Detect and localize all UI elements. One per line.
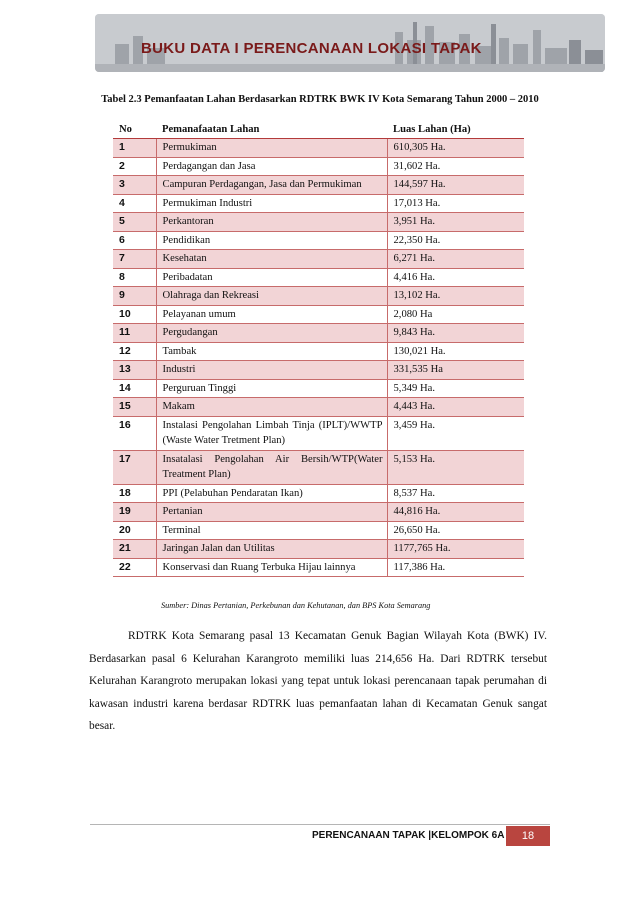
header-area: Luas Lahan (Ha) [387,120,524,139]
row-area: 2,080 Ha [387,305,524,324]
row-area: 26,650 Ha. [387,521,524,540]
table-row [113,416,524,450]
row-land-use: Perguruan Tinggi [156,379,387,398]
row-land-use: Permukiman [156,139,387,158]
row-land-use: Pergudangan [156,324,387,343]
table-row [113,361,524,380]
table-row [113,342,524,361]
row-area: 44,816 Ha. [387,503,524,522]
table-row [113,139,524,158]
row-land-use: Campuran Perdagangan, Jasa dan Permukiman [156,176,387,195]
table-row [113,213,524,232]
table-row [113,558,524,577]
row-area: 4,416 Ha. [387,268,524,287]
row-number: 4 [113,194,156,213]
table-row [113,157,524,176]
row-land-use: Terminal [156,521,387,540]
table-row [113,305,524,324]
row-area: 117,386 Ha. [387,558,524,577]
row-number: 22 [113,558,156,577]
page-number: 18 [506,826,550,846]
row-land-use: PPI (Pelabuhan Pendaratan Ikan) [156,484,387,503]
table-row [113,450,524,484]
footer-text: PERENCANAAN TAPAK |KELOMPOK 6A [312,830,505,841]
row-land-use: Permukiman Industri [156,194,387,213]
row-number: 14 [113,379,156,398]
table-row [113,521,524,540]
paragraph-text: RDTRK Kota Semarang pasal 13 Kecamatan Genuk Bagian Wilayah Kota (BWK) IV. Berdasarkan pasal 6 Kelurahan Karangroto memiliki luas 214,656 Ha. Dari RDTRK tersebut Kelurahan Karangroto merupakan lokasi yang tepat untuk lokasi perencanaan tapak perumahan di kawasan industri karena berdasar RDTRK luas pemanfaatan lahan di Kecamatan Genuk sangat besar. [89,630,547,733]
row-area: 1177,765 Ha. [387,540,524,559]
row-area: 31,602 Ha. [387,157,524,176]
row-land-use: Peribadatan [156,268,387,287]
table-row [113,231,524,250]
row-land-use: Tambak [156,342,387,361]
table-header-row [113,120,524,139]
row-number: 7 [113,250,156,269]
row-number: 8 [113,268,156,287]
row-number: 17 [113,450,156,484]
row-land-use: Pendidikan [156,231,387,250]
table-row [113,250,524,269]
row-number: 12 [113,342,156,361]
row-area: 5,349 Ha. [387,379,524,398]
row-land-use: Instalasi Pengolahan Limbah Tinja (IPLT)/WWTP (Waste Water Tretment Plan) [156,416,387,450]
row-number: 13 [113,361,156,380]
row-land-use: Makam [156,398,387,417]
table-row [113,287,524,306]
row-number: 6 [113,231,156,250]
table-row [113,398,524,417]
row-land-use: Industri [156,361,387,380]
row-area: 130,021 Ha. [387,342,524,361]
table-row [113,268,524,287]
table-row [113,503,524,522]
row-area: 6,271 Ha. [387,250,524,269]
row-land-use: Perkantoran [156,213,387,232]
row-number: 21 [113,540,156,559]
table-row [113,540,524,559]
table-caption: Tabel 2.3 Pemanfaatan Lahan Berdasarkan RDTRK BWK IV Kota Semarang Tahun 2000 – 2010 [101,94,539,105]
row-land-use: Insatalasi Pengolahan Air Bersih/WTP(Water Treatment Plan) [156,450,387,484]
row-area: 331,535 Ha [387,361,524,380]
row-number: 15 [113,398,156,417]
table-row [113,194,524,213]
row-area: 3,459 Ha. [387,416,524,450]
body-paragraph [89,625,547,738]
row-area: 4,443 Ha. [387,398,524,417]
table-row [113,484,524,503]
row-land-use: Pertanian [156,503,387,522]
row-area: 610,305 Ha. [387,139,524,158]
row-land-use: Perdagangan dan Jasa [156,157,387,176]
row-number: 18 [113,484,156,503]
row-number: 11 [113,324,156,343]
table-row [113,176,524,195]
row-number: 20 [113,521,156,540]
row-land-use: Jaringan Jalan dan Utilitas [156,540,387,559]
row-area: 17,013 Ha. [387,194,524,213]
row-land-use: Olahraga dan Rekreasi [156,287,387,306]
row-number: 19 [113,503,156,522]
table-row [113,324,524,343]
land-use-table [113,120,524,577]
row-number: 9 [113,287,156,306]
table-source: Sumber: Dinas Pertanian, Perkebunan dan Kehutanan, dan BPS Kota Semarang [161,601,431,610]
footer-divider [90,824,550,825]
row-area: 5,153 Ha. [387,450,524,484]
row-area: 3,951 Ha. [387,213,524,232]
header-title: BUKU DATA I PERENCANAAN LOKASI TAPAK [141,40,482,57]
row-area: 8,537 Ha. [387,484,524,503]
row-area: 144,597 Ha. [387,176,524,195]
row-number: 2 [113,157,156,176]
row-land-use: Konservasi dan Ruang Terbuka Hijau lainnya [156,558,387,577]
row-area: 13,102 Ha. [387,287,524,306]
table-row [113,379,524,398]
row-land-use: Kesehatan [156,250,387,269]
row-land-use: Pelayanan umum [156,305,387,324]
row-area: 22,350 Ha. [387,231,524,250]
row-number: 10 [113,305,156,324]
row-number: 3 [113,176,156,195]
row-number: 1 [113,139,156,158]
header-land-use: Pemanafaatan Lahan [156,120,387,139]
row-number: 16 [113,416,156,450]
row-number: 5 [113,213,156,232]
header-no: No [113,120,156,139]
row-area: 9,843 Ha. [387,324,524,343]
